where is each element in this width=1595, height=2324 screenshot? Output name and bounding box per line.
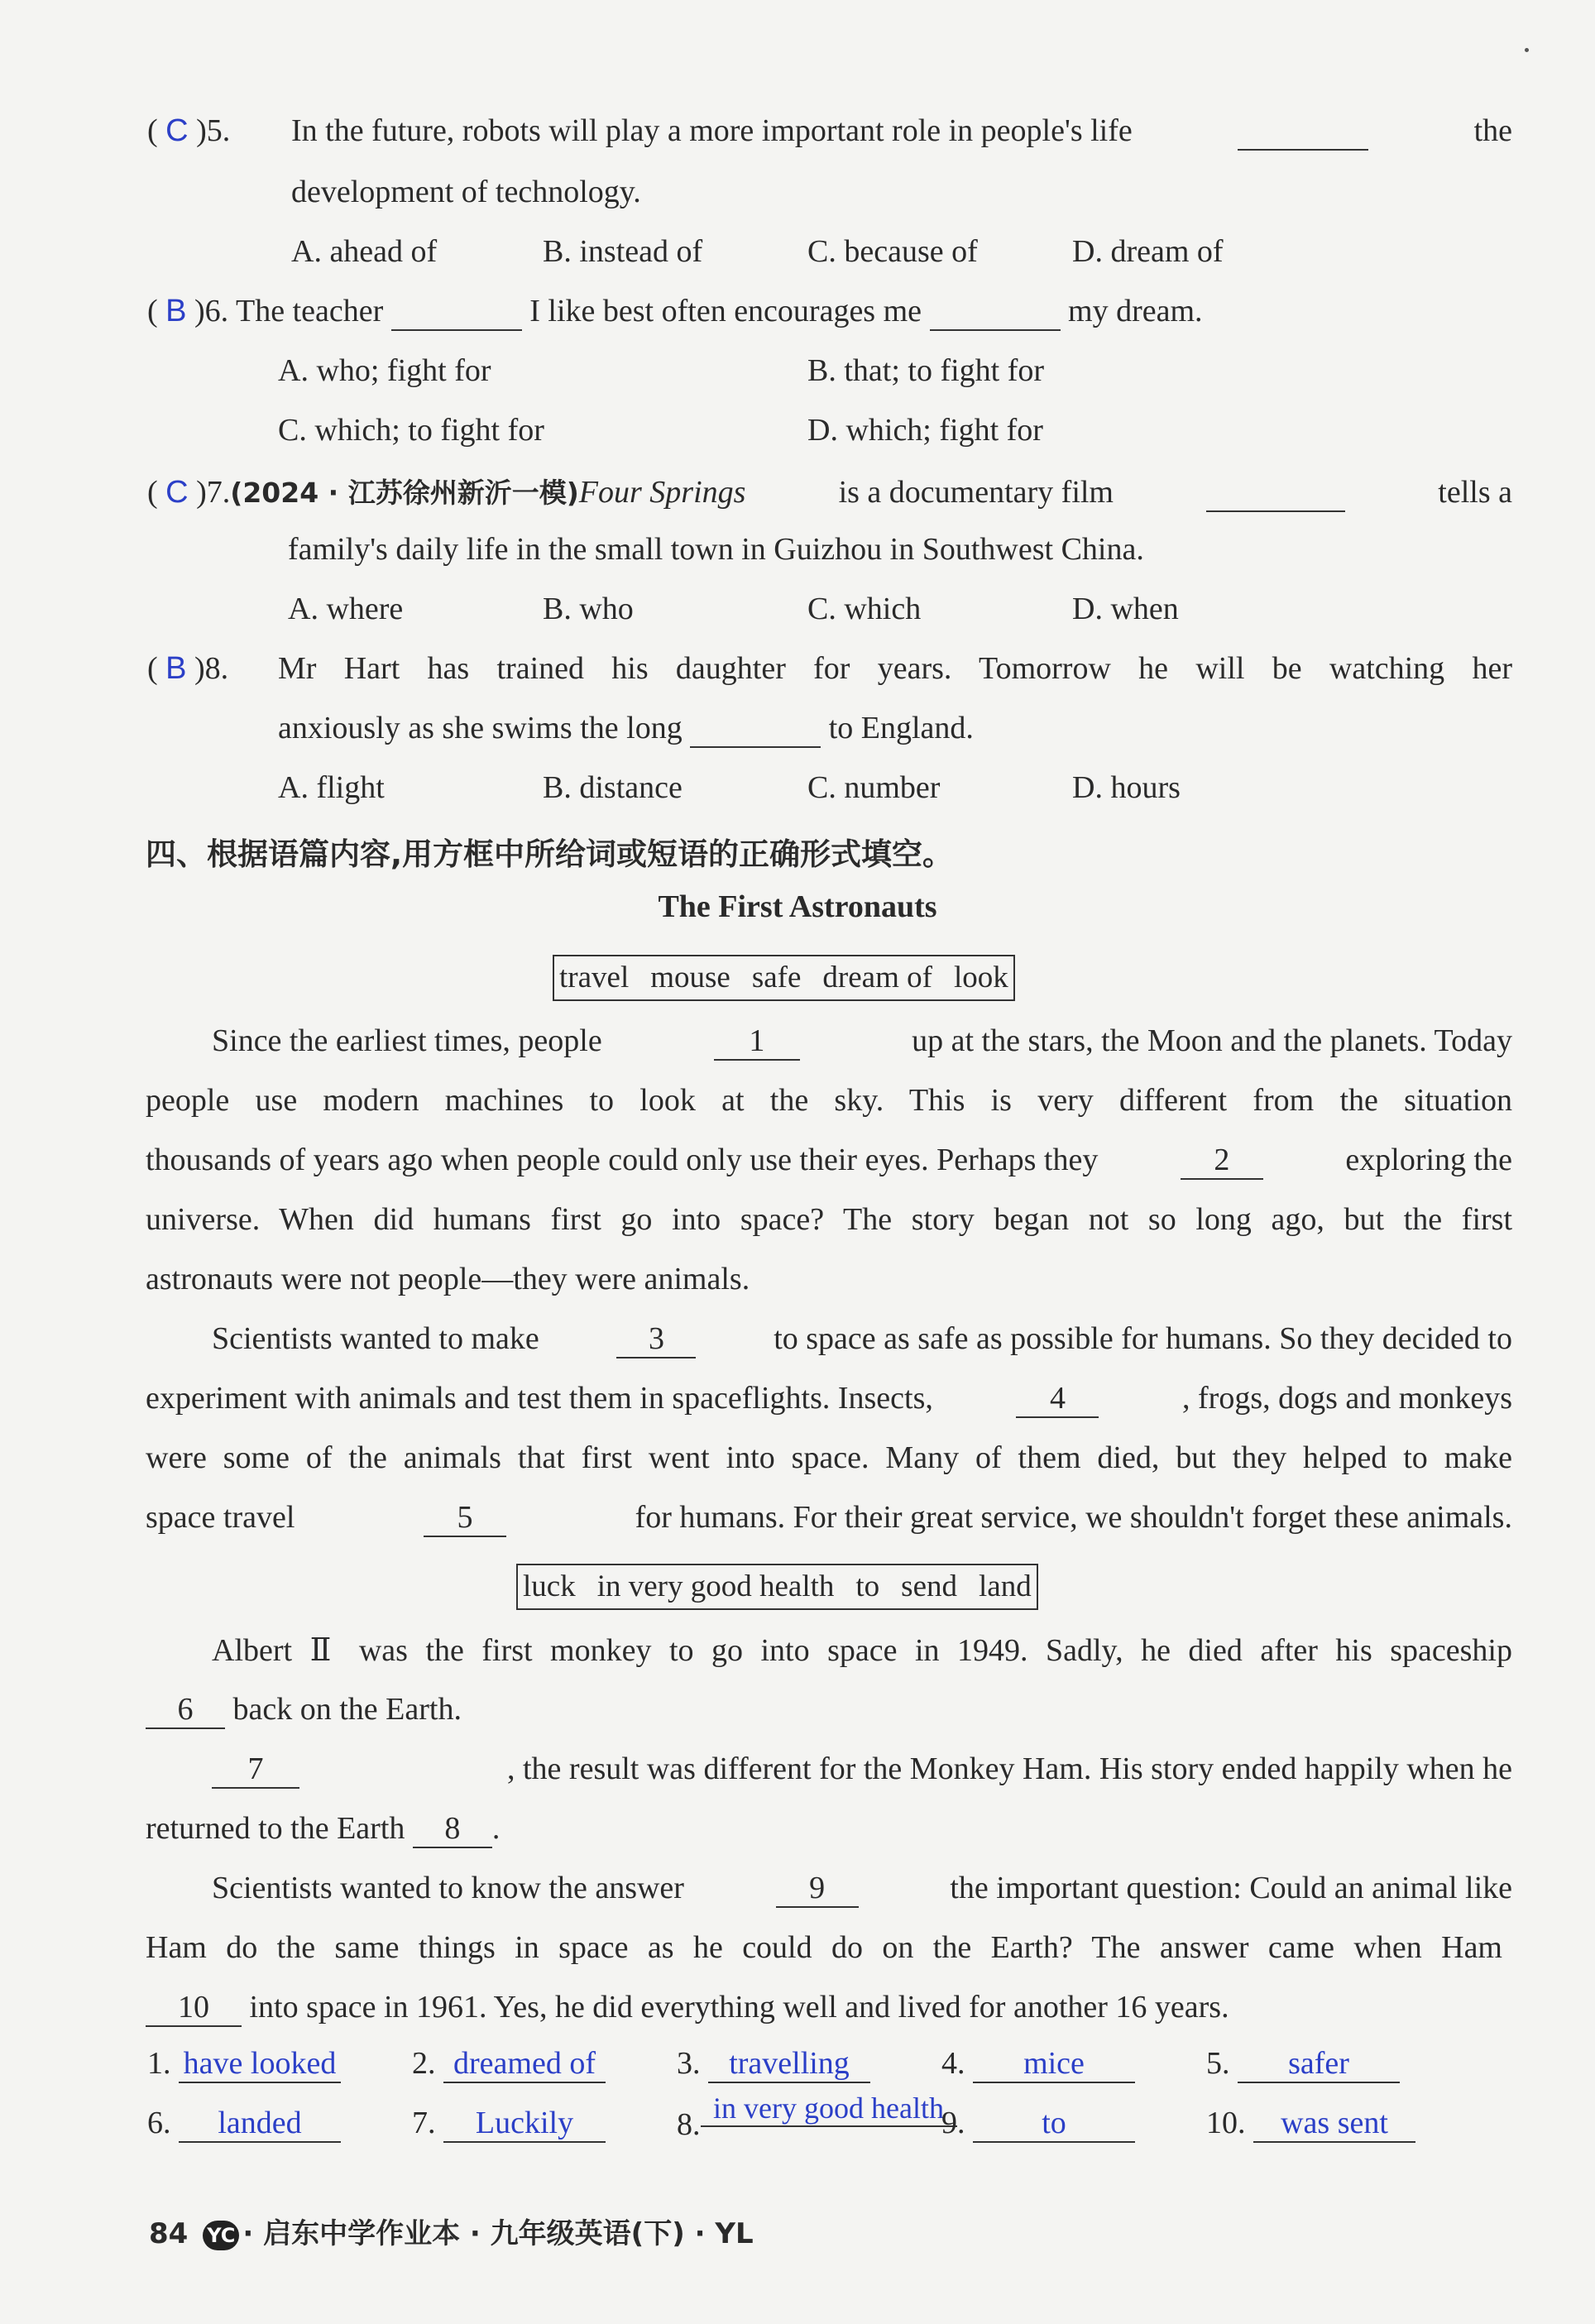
passage-title: The First Astronauts (658, 889, 937, 924)
q6-opt-b: B. that; to fight for (807, 353, 1045, 388)
q7-opt-c: C. which (807, 592, 922, 626)
question-7: ( C )7.(2024 · 江苏徐州新沂一模)Four Springs is a documentary film tells a (147, 472, 1512, 512)
p5-line2: Ham do the same things in space as he could do on the Earth? The answer came when Ham (146, 1930, 1502, 1965)
answer-q6: B (165, 294, 187, 328)
p5-line1: Scientists wanted to know the answer 9 the important question: Could an animal like (212, 1870, 1512, 1908)
q5-line2: development of technology. (291, 175, 641, 209)
q5-blank (1238, 113, 1368, 151)
question-8: ( B )8. (147, 651, 229, 686)
answer-6: 6. landed (147, 2105, 341, 2143)
p1-line2: people use modern machines to look at the sky. This is very different from the situation (146, 1083, 1512, 1118)
blank-9: 9 (776, 1870, 859, 1908)
page-footer (149, 2211, 754, 2251)
blank-2: 2 (1181, 1142, 1263, 1180)
word-box-1: travel mouse safe dream of look (553, 955, 1015, 1001)
p3-line1: Albert Ⅱ was the first monkey to go into space in 1949. Sadly, he died after his spaceship (212, 1633, 1512, 1668)
p1-line4: universe. When did humans first go into space? The story began not so long ago, but the first (146, 1202, 1512, 1237)
answer-4: 4. mice (941, 2045, 1135, 2083)
word-box-2: luck in very good health to send land (516, 1564, 1038, 1610)
answer-1: 1. have looked (147, 2045, 341, 2083)
answer-q8: B (165, 651, 187, 686)
p1-line5: astronauts were not people—they were animals. (146, 1262, 750, 1296)
p2-line1: Scientists wanted to make 3 to space as safe as possible for humans. So they decided to (212, 1320, 1512, 1358)
answer-7: 7. Luckily (412, 2105, 606, 2143)
answer-3: 3. travelling (677, 2045, 870, 2083)
q8-opt-a: A. flight (278, 770, 385, 805)
q8-opt-b: B. distance (543, 770, 683, 805)
answer-q5: C (165, 113, 189, 148)
p1-line3: thousands of years ago when people could only use their eyes. Perhaps they 2 exploring the (146, 1142, 1512, 1180)
q8-opt-d: D. hours (1072, 770, 1181, 805)
blank-6: 6 (146, 1691, 225, 1729)
section-heading: 四、根据语篇内容,用方框中所给词或短语的正确形式填空。 (146, 836, 954, 872)
q7-line2: family's daily life in the small town in Guizhou in Southwest China. (288, 532, 1144, 567)
page-mark (1525, 48, 1529, 52)
blank-7: 7 (212, 1751, 299, 1789)
answer-8: 8. in very good health (677, 2090, 957, 2127)
p5-line3: 10 into space in 1961. Yes, he did everything well and lived for another 16 years. (146, 1989, 1229, 2027)
q7-opt-d: D. when (1072, 592, 1179, 626)
q5-opt-c: C. because of (807, 234, 978, 269)
question-5: ( C )5. (147, 113, 231, 148)
answer-5: 5. safer (1206, 2045, 1400, 2083)
q8-opt-c: C. number (807, 770, 941, 805)
answer-10: 10. was sent (1206, 2105, 1415, 2143)
blank-8: 8 (413, 1810, 492, 1848)
p2-line3: were some of the animals that first went into space. Many of them died, but they helped to make (146, 1440, 1512, 1475)
publisher-logo: YC (203, 2221, 239, 2250)
p4-line2: returned to the Earth 8 . (146, 1810, 500, 1848)
q6-opt-a: A. who; fight for (278, 353, 491, 388)
q7-opt-a: A. where (288, 592, 404, 626)
blank-3: 3 (616, 1320, 696, 1358)
q6-opt-d: D. which; fight for (807, 413, 1043, 448)
blank-5: 5 (424, 1499, 506, 1537)
blank-4: 4 (1016, 1380, 1099, 1418)
blank-10: 10 (146, 1989, 242, 2027)
q5-opt-d: D. dream of (1072, 234, 1224, 269)
q5-opt-b: B. instead of (543, 234, 703, 269)
q5-opt-a: A. ahead of (291, 234, 438, 269)
page-number: 84 (149, 2217, 189, 2250)
q8-line2: anxiously as she swims the long to England. (278, 710, 974, 748)
q7-opt-b: B. who (543, 592, 634, 626)
p2-line4: space travel 5 for humans. For their great service, we shouldn't forget these animals. (146, 1499, 1512, 1537)
answer-q7: C (165, 475, 189, 510)
q6-opt-c: C. which; to fight for (278, 413, 544, 448)
q5-line1: In the future, robots will play a more important role in people's life the (291, 113, 1512, 151)
q8-line1: Mr Hart has trained his daughter for years. Tomorrow he will be watching her (278, 651, 1512, 686)
footer-title: · 启东中学作业本 · 九年级英语(下) · YL (242, 2217, 754, 2250)
blank-1: 1 (714, 1023, 800, 1061)
p1-line1: Since the earliest times, people 1 up at the stars, the Moon and the planets. Today (212, 1023, 1512, 1061)
p4-line1: 7 , the result was different for the Monkey Ham. His story ended happily when he (212, 1751, 1512, 1789)
p3-line2: 6 back on the Earth. (146, 1691, 462, 1729)
question-6: ( B )6. The teacher I like best often encourages me my dream. (147, 293, 1203, 331)
p2-line2: experiment with animals and test them in spaceflights. Insects, 4 , frogs, dogs and monkeys (146, 1380, 1512, 1418)
answer-2: 2. dreamed of (412, 2045, 606, 2083)
answer-9: 9. to (941, 2105, 1135, 2143)
